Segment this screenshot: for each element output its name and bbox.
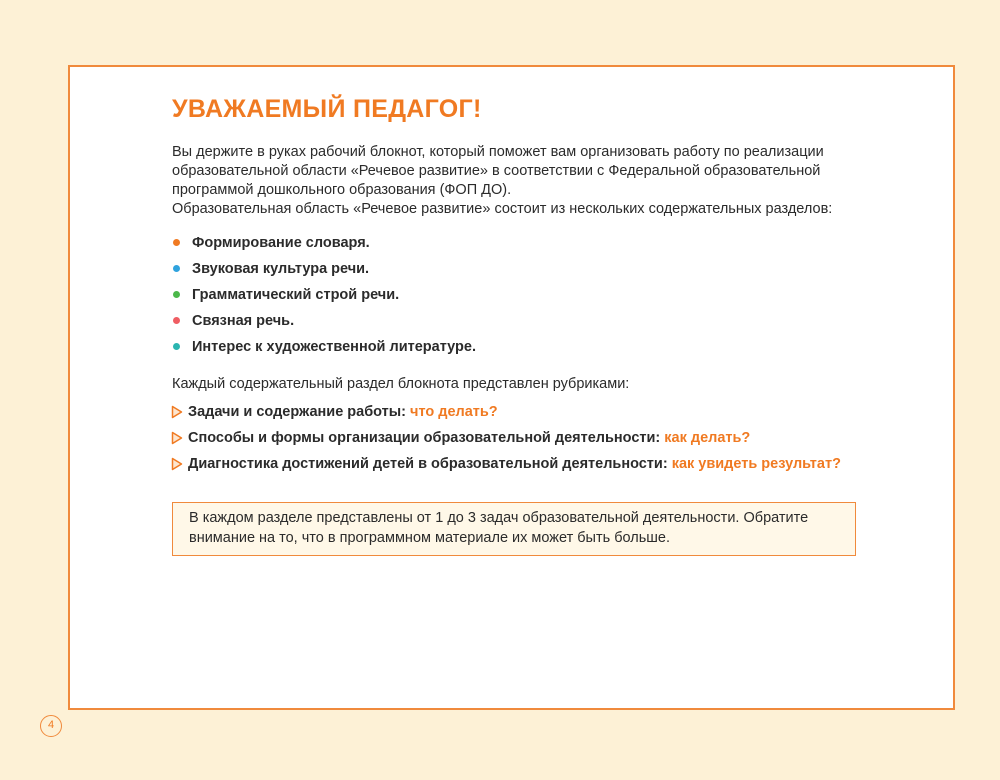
section-label: Грамматический строй речи. <box>192 287 400 303</box>
section-label: Интерес к художественной литературе. <box>192 339 476 355</box>
triangle-arrow-icon <box>171 431 183 445</box>
bullet-dot-icon <box>173 239 180 246</box>
page-frame <box>68 65 955 710</box>
note-box <box>172 502 856 556</box>
section-item <box>172 282 872 308</box>
sections-list <box>172 230 872 360</box>
triangle-arrow-icon <box>171 405 183 419</box>
bullet-dot-icon <box>173 317 180 324</box>
section-item <box>172 334 872 360</box>
rubric-accent: что делать? <box>410 404 498 420</box>
rubric-label: Диагностика достижений детей в образовательной деятельности: <box>188 456 668 472</box>
section-item <box>172 256 872 282</box>
note-line: внимание на то, что в программном материале их может быть больше. <box>189 530 670 546</box>
rubric-item <box>172 425 872 451</box>
intro-text <box>172 143 872 219</box>
section-item <box>172 308 872 334</box>
rubric-accent: как увидеть результат? <box>671 456 841 472</box>
page-content <box>172 95 872 556</box>
intro-line: Образовательная область «Речевое развитие» состоит из нескольких содержательных разделов: <box>172 201 833 217</box>
page-number: 4 <box>40 715 62 737</box>
bullet-dot-icon <box>173 343 180 350</box>
intro-line: образовательной области «Речевое развитие» в соответствии с Федеральной образовательной <box>172 163 821 179</box>
section-item <box>172 230 872 256</box>
bullet-dot-icon <box>173 265 180 272</box>
triangle-arrow-icon <box>171 457 183 471</box>
rubric-label: Задачи и содержание работы: <box>188 404 406 420</box>
rubrics-list <box>172 399 872 477</box>
rubric-item <box>172 399 872 425</box>
bullet-dot-icon <box>173 291 180 298</box>
intro-line: Вы держите в руках рабочий блокнот, который поможет вам организовать работу по реализации <box>172 144 824 160</box>
rubrics-intro: Каждый содержательный раздел блокнота представлен рубриками: <box>172 376 630 392</box>
rubric-label: Способы и формы организации образовательной деятельности: <box>188 430 661 446</box>
section-label: Звуковая культура речи. <box>192 261 370 277</box>
rubric-item <box>172 451 872 477</box>
page-title: УВАЖАЕМЫЙ ПЕДАГОГ! <box>172 95 482 123</box>
rubric-accent: как делать? <box>664 430 751 446</box>
section-label: Связная речь. <box>192 313 295 329</box>
section-label: Формирование словаря. <box>192 235 370 251</box>
note-line: В каждом разделе представлены от 1 до 3 задач образовательной деятельности. Обратите <box>189 510 809 526</box>
intro-line: программой дошкольного образования (ФОП ДО). <box>172 182 512 198</box>
